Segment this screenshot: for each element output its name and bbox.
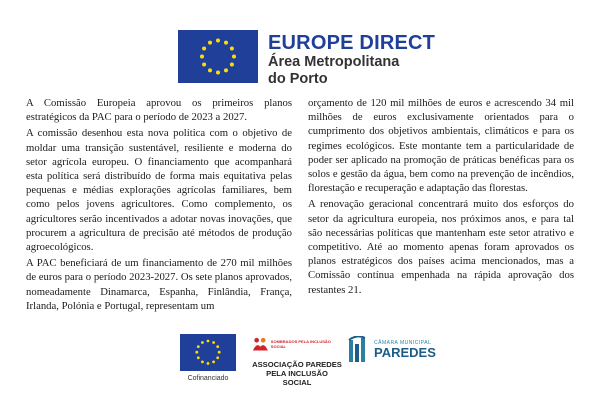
eu-flag-icon xyxy=(178,30,258,83)
camara-emblem-icon xyxy=(348,336,370,364)
paragraph: A comissão desenhou esta nova política com o objetivo de moldar uma transição sustentável, resiliente e moderna do setor agrícola europeu. O financiamento que acompanhará esta política será distribuído de forma mais equitativa pelas pequenas e médias explorações agrícolas familiares, bem como pelos jovens agricultores. Como complemento, os agricultores serão incentivados a adotar novas inovações, que procurem a agricultura de precisão até métodos de produção agroecológicos. xyxy=(26,127,292,254)
paragraph: orçamento de 120 mil milhões de euros e acrescendo 34 mil milhões de euros exclusivamente orientados para o cumprimento dos objetivos ambientais, climáticos e para os regimes ecológicos. Este montante tem a particularidade de poder ser aplicado na promoção de práticas benéficas para os solos e gestão da água, bem como na prevenção de incêndios, florestação e recuperação e adaptação das florestas. xyxy=(308,97,574,195)
camara-label: CÂMARA MUNICIPAL xyxy=(374,340,432,346)
footer-logos xyxy=(0,326,600,386)
paragraph: A renovação geracional concentrará muito dos esforços do setor da agricultura europeia, nos próximos anos, e para tal são necessárias políticas que mantenham este setor atrativo e competitivo. Até ao momento apenas foram aprovados os planos estratégicos dos países acima mencionados, mas a Comissão contínua empenhada na rápida aprovação dos restantes 21. xyxy=(308,198,574,296)
brand-title: EUROPE DIRECT xyxy=(268,32,436,54)
paragraph: A PAC beneficiará de um financiamento de 270 mil milhões de euros para o período 2023-2027. Os sete planos aprovados, nomeadamente Dinamarca, Espanha, Finlândia, França, Irlanda, Polónia e Portugal, representam um xyxy=(26,257,292,312)
right-column xyxy=(308,96,574,315)
brand-subtitle-line2: do Porto xyxy=(268,71,328,87)
associacao-paredes-logo xyxy=(252,334,342,387)
eu-flag-small-icon xyxy=(180,334,236,371)
paragraph: A Comissão Europeia aprovou os primeiros planos estratégicos da PAC para o período de 2023 a 2027. xyxy=(26,97,292,124)
header xyxy=(178,30,435,88)
camara-name: PAREDES xyxy=(374,345,436,360)
assoc-tagline: SOMBRADOS PELA INCLUSÃO SOCIAL xyxy=(270,339,331,349)
cofinanciado-logo xyxy=(178,334,238,382)
left-column xyxy=(26,96,292,315)
eu-stars-icon xyxy=(178,30,258,83)
article-body xyxy=(26,96,574,315)
brand-subtitle-line1: Área Metropolitana xyxy=(268,54,400,70)
europe-direct-brand xyxy=(268,32,435,88)
assoc-name-line2: PELA INCLUSÃO SOCIAL xyxy=(266,369,328,387)
cofinanciado-label: Cofinanciado xyxy=(187,375,229,382)
assoc-name-line1: ASSOCIAÇÃO PAREDES xyxy=(252,360,342,369)
people-heart-icon xyxy=(252,336,269,352)
camara-paredes-logo xyxy=(348,336,438,364)
